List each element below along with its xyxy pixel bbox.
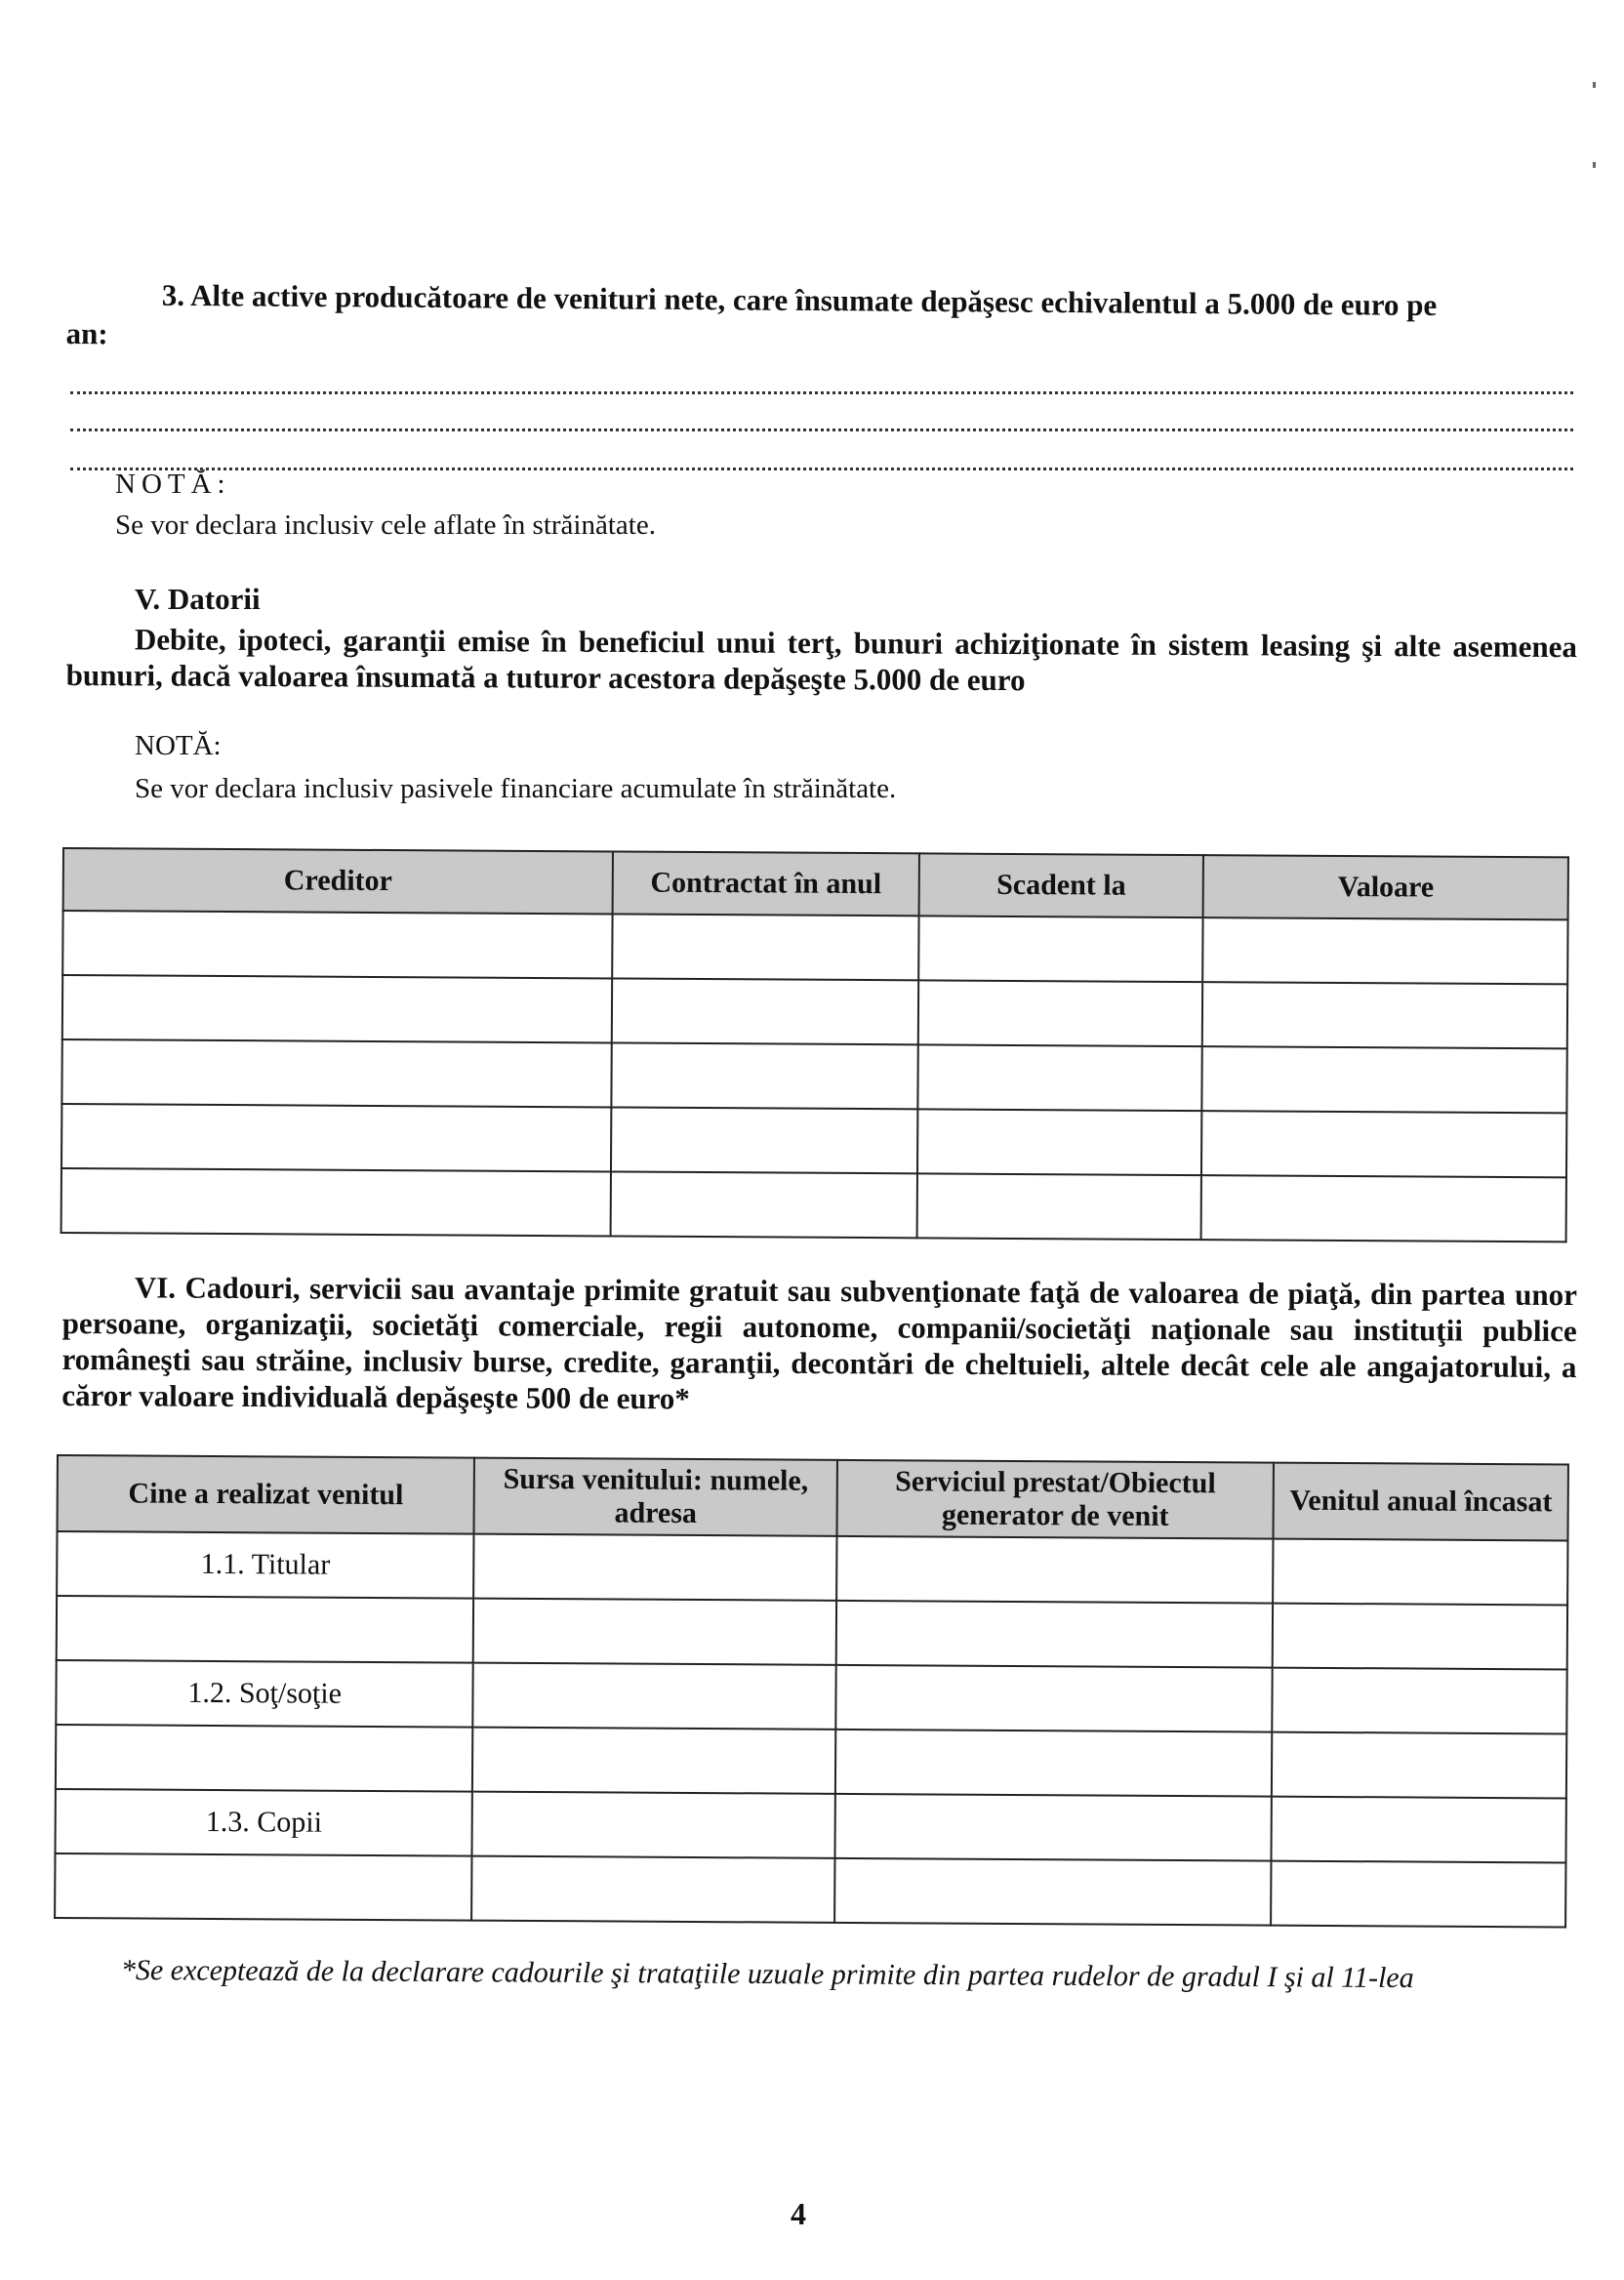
debts-table — [61, 847, 1569, 1242]
table-cell[interactable] — [57, 1596, 474, 1663]
note-1-text: Se vor declara inclusiv cele aflate în străinătate. — [115, 509, 656, 541]
table-cell[interactable] — [611, 1171, 917, 1238]
table-cell[interactable] — [835, 1665, 1273, 1732]
table-cell[interactable] — [836, 1536, 1274, 1604]
header-who-earned: Cine a realizat venitul — [58, 1455, 475, 1534]
header-value: Valoare — [1203, 855, 1568, 919]
note-1-title: NOTĂ: — [115, 468, 231, 500]
table-row — [61, 1168, 1566, 1242]
row-label-titular: 1.1. Titular — [57, 1531, 474, 1599]
table-cell[interactable] — [1272, 1732, 1566, 1799]
table-row — [56, 1660, 1566, 1733]
header-annual-income: Venitul anual încasat — [1274, 1463, 1568, 1541]
table-cell[interactable] — [473, 1663, 836, 1730]
table-cell[interactable] — [62, 975, 613, 1042]
table-cell[interactable] — [1201, 1175, 1566, 1242]
note-2-title: NOTĂ: — [135, 730, 222, 761]
table-cell[interactable] — [472, 1792, 835, 1858]
footnote: *Se exceptează de la declarare cadourile şi trataţiile uzuale primite din partea rudelor de gradul I şi al 11-lea — [120, 1954, 1414, 1995]
header-contracted-year: Contractat în anul — [613, 851, 919, 916]
section-3-line-1: 3. Alte active producătoare de venituri nete, care însumate depăşesc echivalentul a 5.000 de euro pe — [161, 277, 1438, 323]
section-3-title — [65, 275, 1589, 365]
table-cell[interactable] — [835, 1730, 1273, 1797]
page-number: 4 — [791, 2196, 806, 2231]
table-row — [57, 1531, 1567, 1605]
dotted-fill-line-2 — [70, 426, 1573, 431]
table-cell[interactable] — [62, 911, 613, 978]
table-cell[interactable] — [1201, 1111, 1566, 1177]
scan-mark — [1593, 82, 1596, 88]
table-cell[interactable] — [1202, 1046, 1567, 1113]
table-cell[interactable] — [918, 916, 1203, 982]
table-cell[interactable] — [918, 980, 1203, 1046]
table-cell[interactable] — [472, 1728, 835, 1794]
header-service-object: Serviciul prestat/Obiectul generator de venit — [836, 1460, 1274, 1539]
header-creditor: Creditor — [63, 848, 614, 914]
section-5-text: Debite, ipoteci, garanţii emise în beneficiul unui terţ, bunuri achiziţionate în sistem leasing şi alte asemenea bunuri, dacă valoarea însumată a tuturor acestora depăşeşte 5.000 de euro — [65, 622, 1577, 698]
table-row — [55, 1853, 1565, 1927]
table-cell[interactable] — [1203, 917, 1568, 984]
table-cell[interactable] — [834, 1794, 1272, 1861]
debts-table-header-row — [63, 848, 1568, 919]
header-due-date: Scadent la — [918, 853, 1203, 917]
table-cell[interactable] — [612, 914, 918, 980]
section-5-heading: V. Datorii — [135, 582, 261, 616]
table-row — [57, 1596, 1567, 1669]
table-cell[interactable] — [61, 1039, 612, 1107]
table-cell[interactable] — [916, 1173, 1201, 1240]
table-cell[interactable] — [917, 1109, 1202, 1175]
table-cell[interactable] — [836, 1601, 1274, 1668]
section-3-line-2: an: — [65, 315, 108, 351]
table-cell[interactable] — [917, 1044, 1202, 1111]
gifts-table-header-row — [58, 1455, 1568, 1540]
table-cell[interactable] — [1271, 1861, 1565, 1928]
table-cell[interactable] — [1273, 1604, 1567, 1670]
section-6-text: VI. Cadouri, servicii sau avantaje primite gratuit sau subvenţionate faţă de valoarea de piaţă, din partea unor persoane, organizaţii, societăţi comerciale, regii autonome, companii/societăţi naţionale sau instituţii publice româneşti sau străine, inclusiv burse, credite, garanţii, decontări de cheltuieli, altele decât cele ale angajatorului, a căror valoare individuală depăşeşte 500 de euro* — [61, 1270, 1577, 1416]
table-row — [61, 1104, 1566, 1177]
gifts-table — [54, 1454, 1569, 1928]
table-cell[interactable] — [55, 1853, 472, 1921]
table-cell[interactable] — [1202, 982, 1567, 1048]
row-label-spouse: 1.2. Soţ/soţie — [56, 1660, 473, 1728]
table-cell[interactable] — [471, 1856, 834, 1923]
table-cell[interactable] — [611, 1107, 917, 1173]
table-row — [62, 975, 1567, 1048]
table-row — [56, 1789, 1566, 1862]
table-row — [62, 911, 1567, 984]
table-cell[interactable] — [834, 1858, 1272, 1926]
table-cell[interactable] — [1272, 1797, 1566, 1863]
table-cell[interactable] — [61, 1168, 612, 1236]
scan-mark — [1593, 162, 1596, 168]
dotted-fill-line-1 — [70, 388, 1573, 394]
table-cell[interactable] — [612, 978, 918, 1044]
table-row — [56, 1725, 1566, 1798]
table-cell[interactable] — [1273, 1668, 1567, 1734]
table-cell[interactable] — [61, 1104, 612, 1171]
table-cell[interactable] — [56, 1725, 473, 1792]
dotted-fill-line-3 — [70, 465, 1573, 470]
table-cell[interactable] — [473, 1534, 836, 1601]
table-row — [61, 1039, 1566, 1113]
row-label-children: 1.3. Copii — [56, 1789, 473, 1856]
table-cell[interactable] — [473, 1599, 836, 1665]
table-cell[interactable] — [612, 1042, 918, 1109]
header-income-source: Sursa venitului: numele, adresa — [474, 1458, 837, 1536]
table-cell[interactable] — [1273, 1539, 1567, 1606]
note-2-text: Se vor declara inclusiv pasivele financiare acumulate în străinătate. — [135, 773, 897, 804]
